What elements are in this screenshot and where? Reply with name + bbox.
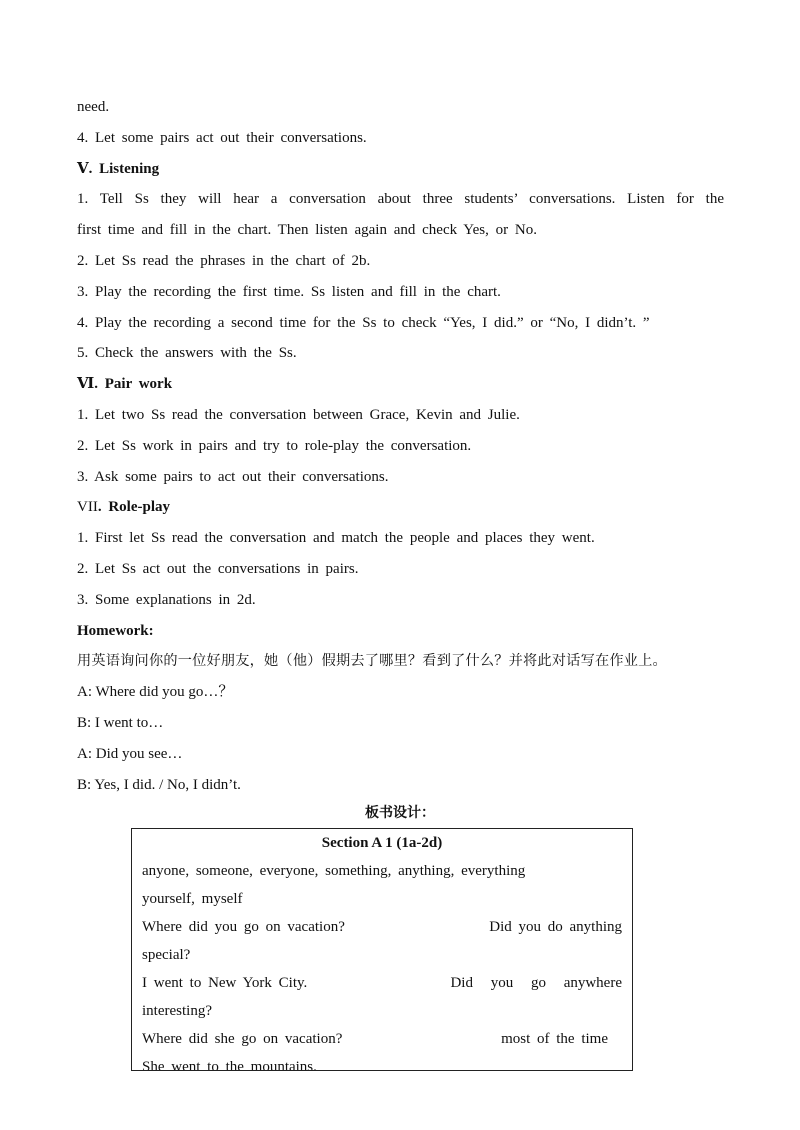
board-design-box (131, 828, 633, 1071)
board-row: yourself, myself (142, 891, 243, 907)
text-line: 3. Some explanations in 2d. (77, 591, 256, 608)
board-row: interesting? (142, 1003, 212, 1019)
board-title: Section A 1 (1a-2d) (321, 835, 443, 851)
board-cell-left: Where did you go on vacation? (142, 919, 345, 935)
heading-text: . Role-play (97, 499, 170, 516)
text-line: 1. Let two Ss read the conversation between Grace, Kevin and Julie. (77, 406, 520, 423)
text-line: 5. Check the answers with the Ss. (77, 345, 297, 362)
document-body (77, 92, 724, 800)
text-line: need. (77, 99, 110, 115)
text-line: 1. Tell Ss they will hear a conversation about three students’ conversations. Listen for the (77, 191, 724, 208)
text-line: 3. Ask some pairs to act out their conversations. (77, 468, 389, 485)
board-row: anyone, someone, everyone, something, anything, everything (142, 863, 526, 879)
board-cell-left: I went to New York City. (142, 975, 308, 991)
section-heading-pair-work: Ⅵ. Pair work (77, 376, 173, 393)
board-cell-right: Did you go anywhere (450, 975, 622, 991)
text-line: 1. First let Ss read the conversation and match the people and places they went. (77, 530, 595, 547)
text-line: first time and fill in the chart. Then listen again and check Yes, or No. (77, 222, 537, 239)
board-cell-left: Where did she go on vacation? (142, 1031, 343, 1047)
board-cell-right: Did you do anything (489, 919, 622, 935)
text-line: 4. Let some pairs act out their conversations. (77, 129, 367, 146)
homework-instruction: 用英语询问你的一位好朋友，她（他）假期去了哪里？看到了什么？并将此对话写在作业上。 (77, 653, 667, 670)
text-line: 3. Play the recording the first time. Ss listen and fill in the chart. (77, 283, 501, 300)
board-row (142, 1025, 622, 1053)
homework-heading: Homework: (77, 622, 154, 639)
section-heading-role-play (77, 492, 724, 523)
board-design-heading: 板书设计： (365, 805, 435, 821)
board-row: She went to the mountains. (142, 1059, 317, 1071)
text-line: 2. Let Ss act out the conversations in pairs. (77, 560, 359, 577)
roman-numeral: VII (77, 499, 98, 516)
section-heading-listening: Ⅴ. Listening (77, 160, 160, 177)
board-row (142, 913, 622, 941)
dialogue-line: A: Where did you go…？ (77, 684, 234, 701)
text-line: 2. Let Ss read the phrases in the chart of 2b. (77, 252, 371, 269)
text-line: 4. Play the recording a second time for the Ss to check “Yes, I did.” or “No, I didn’t. ” (77, 314, 650, 331)
board-row (142, 969, 622, 997)
dialogue-line: A: Did you see… (77, 745, 183, 762)
dialogue-line: B: Yes, I did. / No, I didn’t. (77, 776, 241, 793)
board-cell-right: most of the time (501, 1031, 608, 1047)
board-row: special? (142, 947, 191, 963)
dialogue-line: B: I went to… (77, 714, 164, 731)
text-line: 2. Let Ss work in pairs and try to role-play the conversation. (77, 437, 472, 454)
